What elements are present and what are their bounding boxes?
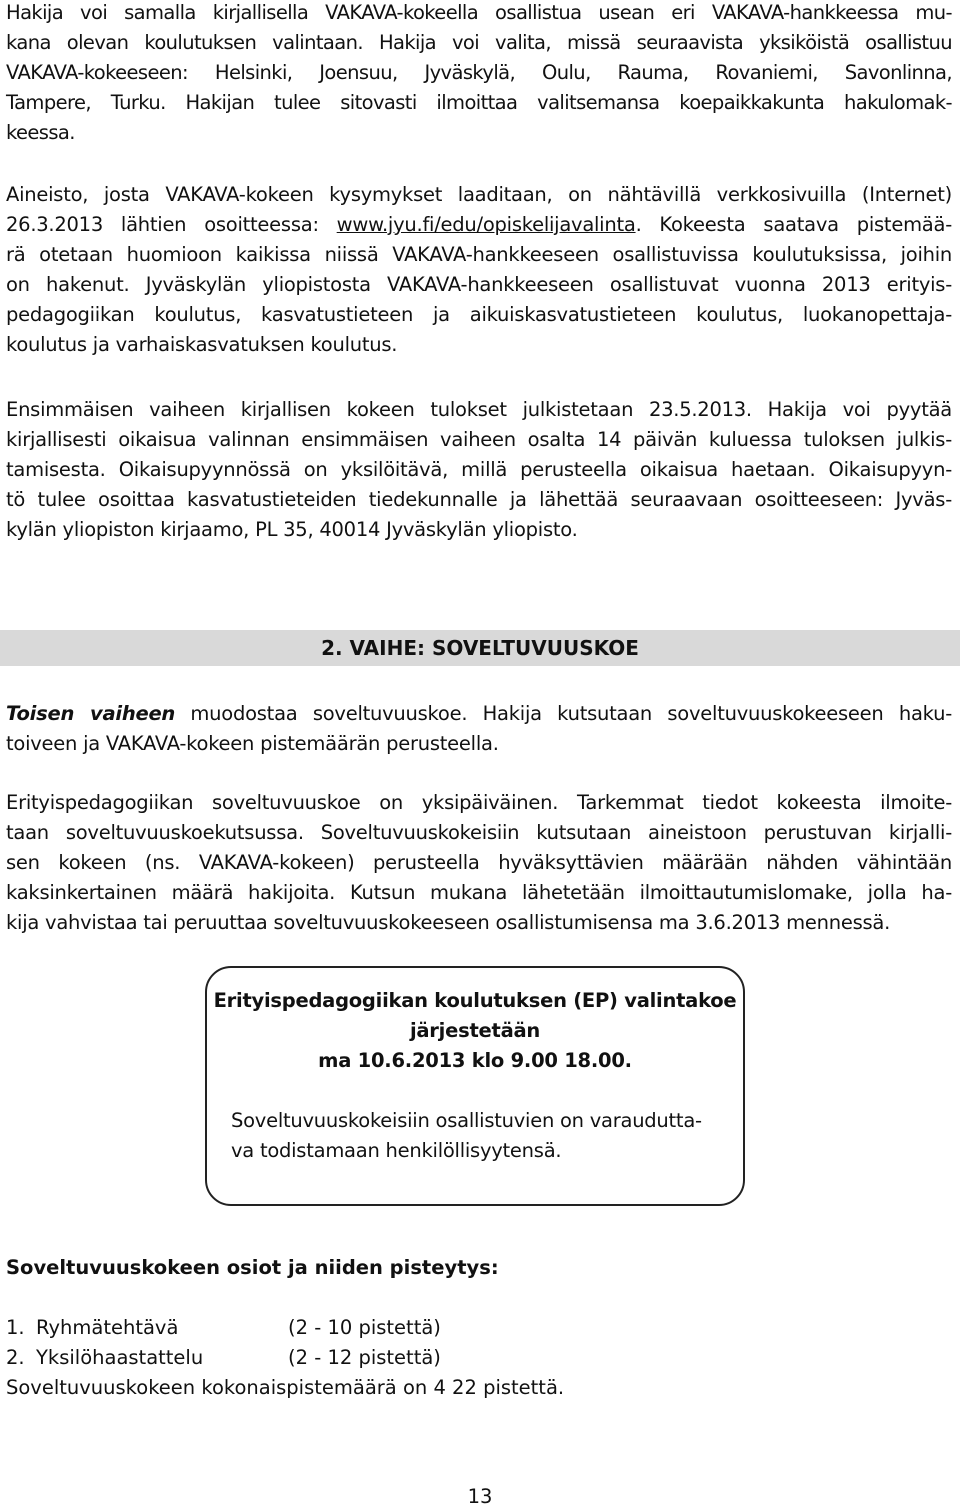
text-line: kirjallisesti oikaisua valinnan ensimmäisen vaiheen osalta 14 päivän kuluessa tuloksen julkis- xyxy=(6,428,952,451)
text-line: Ensimmäisen vaiheen kirjallisen kokeen tulokset julkistetaan 23.5.2013. Hakija voi pyytää xyxy=(6,398,952,421)
item-number: 1. xyxy=(6,1316,25,1339)
material-link[interactable]: www.jyu.fi/edu/opiskelijavalinta xyxy=(336,213,636,236)
section-heading: 2. VAIHE: SOVELTUVUUSKOE xyxy=(0,630,960,666)
exam-date-title xyxy=(207,986,743,1076)
text-line: Erityispedagogiikan soveltuvuuskoe on yksipäiväinen. Tarkemmat tiedot kokeesta ilmoite- xyxy=(6,791,952,814)
text-line: tö tulee osoittaa kasvatustieteiden tiedekunnalle ja lähettää seuraavaan osoitteeseen: Jyväs- xyxy=(6,488,952,511)
text-span: . Kokeesta saatava pistemää- xyxy=(635,213,952,236)
text-line: järjestetään xyxy=(409,1019,541,1042)
text-line: koulutus ja varhaiskasvatuksen koulutus. xyxy=(6,333,398,356)
text-line: on hakenut. Jyväskylän yliopistosta VAKAVA-hankkeeseen osallistuvat vuonna 2013 erityis- xyxy=(6,273,952,296)
text-line: taan soveltuvuuskoekutsussa. Soveltuvuuskokeisiin kutsutaan aineistoon perustuvan kirjalli- xyxy=(6,821,952,844)
text-line: va todistamaan henkilöllisyytensä. xyxy=(231,1139,562,1162)
text-line: pedagogiikan koulutus, kasvatustieteen ja aikuiskasvatustieteen koulutus, luokanopettaja- xyxy=(6,303,952,326)
points-list xyxy=(6,1313,564,1403)
text-line: Erityispedagogiikan koulutuksen (EP) valintakoe xyxy=(213,989,737,1012)
list-item xyxy=(6,1313,564,1343)
identity-note xyxy=(231,1106,731,1166)
page-number: 13 xyxy=(467,1485,493,1508)
total-points: Soveltuvuuskokeen kokonaispistemäärä on 4 22 pistettä. xyxy=(6,1376,565,1399)
item-number: 2. xyxy=(6,1346,25,1369)
paragraph-second-phase xyxy=(6,699,952,759)
text-line: tamisesta. Oikaisupyynnössä on yksilöitävä, millä perusteella oikaisua haetaan. Oikaisupyyn- xyxy=(6,458,952,481)
exam-date-box xyxy=(205,966,745,1206)
item-points: (2 - 12 pistettä) xyxy=(288,1346,441,1369)
text-line: rä otetaan huomioon kaikissa niissä VAKAVA-hankkeeseen osallistuvissa koulutuksissa, joihin xyxy=(6,243,952,266)
text-line: kylän yliopiston kirjaamo, PL 35, 40014 Jyväskylän yliopisto. xyxy=(6,518,578,541)
text-line: kija vahvistaa tai peruuttaa soveltuvuuskokeeseen osallistumisensa ma 3.6.2013 mennessä. xyxy=(6,911,891,934)
text-span: muodostaa soveltuvuuskoe. Hakija kutsutaan soveltuvuuskokeeseen haku- xyxy=(175,702,952,725)
text-line: Tampere, Turku. Hakijan tulee sitovasti ilmoittaa valitsemansa koepaikkakunta hakulomak- xyxy=(6,91,952,114)
text-span: 26.3.2013 lähtien osoitteessa: xyxy=(6,213,337,236)
text-line: kana olevan koulutuksen valintaan. Hakija voi valita, missä seuraavista yksiköistä osallistuu xyxy=(6,31,952,54)
text-line: ma 10.6.2013 klo 9.00 18.00. xyxy=(318,1049,632,1072)
emphasis-text: Toisen vaiheen xyxy=(6,702,176,725)
item-label: Yksilöhaastattelu xyxy=(36,1346,204,1369)
text-line: Aineisto, josta VAKAVA-kokeen kysymykset laaditaan, on nähtävillä verkkosivuilla (Internet) xyxy=(6,183,952,206)
paragraph-vakava-locations xyxy=(6,0,952,148)
text-line: toiveen ja VAKAVA-kokeen pistemäärän perusteella. xyxy=(6,732,499,755)
text-line: sen kokeen (ns. VAKAVA-kokeen) perusteella hyväksyttävien määrään nähden vähintään xyxy=(6,851,952,874)
text-line: Soveltuvuuskokeisiin osallistuvien on varaudutta- xyxy=(231,1109,702,1132)
text-line: keessa. xyxy=(6,121,75,144)
item-label: Ryhmätehtävä xyxy=(36,1316,179,1339)
text-line xyxy=(6,210,952,240)
text-line xyxy=(6,699,952,729)
points-heading: Soveltuvuuskokeen osiot ja niiden pisteytys: xyxy=(6,1256,499,1279)
list-item xyxy=(6,1343,564,1373)
paragraph-aptitude-test xyxy=(6,788,952,938)
document-page xyxy=(6,0,954,1508)
paragraph-results xyxy=(6,395,952,545)
item-points: (2 - 10 pistettä) xyxy=(288,1316,441,1339)
text-line: Hakija voi samalla kirjallisella VAKAVA-kokeella osallistua usean eri VAKAVA-hankkeessa mu- xyxy=(6,1,952,24)
text-line: VAKAVA-kokeeseen: Helsinki, Joensuu, Jyväskylä, Oulu, Rauma, Rovaniemi, Savonlinna, xyxy=(6,61,952,84)
paragraph-material xyxy=(6,180,952,360)
text-line: kaksinkertainen määrä hakijoita. Kutsun mukana lähetetään ilmoittautumislomake, jolla ha- xyxy=(6,881,952,904)
